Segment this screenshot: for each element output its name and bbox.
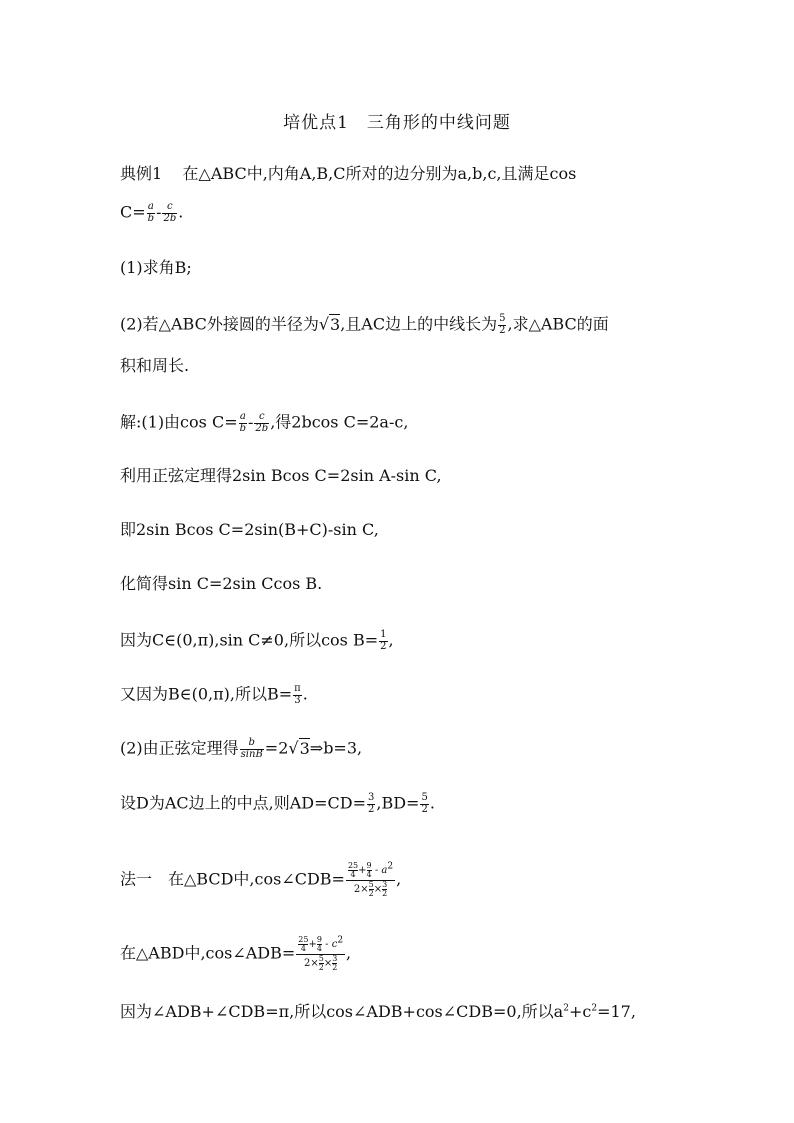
page-title: 培优点1 三角形的中线问题 bbox=[283, 113, 511, 133]
solution-line-8: 设D为AC边上的中点,则AD=CD= $\frac{3}{2}$ ,BD= $\frac{5}{2}$ . bbox=[120, 792, 435, 815]
fraction: $\frac{a}{b}$ bbox=[239, 411, 247, 434]
fraction: $\frac{3}{2}$ bbox=[367, 792, 375, 815]
compound-fraction: $\frac{25}{4}$ + $\frac{9}{4}$ - $a^2$ 2× $\frac{5}{2}$ × $\frac{3}{2}$ bbox=[347, 861, 394, 898]
solution-line-1: 解:(1)由cos C= $\frac{a}{b}$ - $\frac{c}{2b}$ ,得2bcos C=2a-c, bbox=[120, 411, 409, 434]
example-label: 典例1 bbox=[120, 164, 163, 183]
solution-line-10: 在△ABD中,cos∠ADB= $\frac{25}{4}$ + $\frac{9}{4}$ - $c^2$ 2× $\frac{5}{2}$ × $\frac{3}{2}$ , bbox=[120, 935, 352, 972]
solution-line-11: 因为∠ADB+∠CDB=π,所以cos∠ADB+cos∠CDB=0,所以$a^2+c^2=17$, bbox=[120, 1002, 636, 1021]
fraction: $\frac{\pi}{3}$ bbox=[294, 683, 301, 706]
example-line-1: 典例1 在△ABC中,内角A,B,C所对的边分别为a,b,c,且满足cos bbox=[120, 164, 577, 183]
question-1: (1)求角B; bbox=[120, 258, 192, 277]
question-2-line-1: (2)若△ABC外接圆的半径为√3,且AC边上的中线长为 $\frac{5}{2}$ ,求△ABC的面 bbox=[120, 313, 609, 336]
fraction: $\frac{5}{2}$ bbox=[499, 313, 506, 336]
solution-line-7: (2)由正弦定理得 $\frac{b}{\sin B}$ =2√3⇒b=3, bbox=[120, 737, 363, 760]
solution-line-2: 利用正弦定理得2sin Bcos C=2sin A-sin C, bbox=[120, 466, 442, 485]
solution-line-5: 因为C∈(0,π),sin C≠0,所以cos B= $\frac{1}{2}$ , bbox=[120, 629, 394, 652]
fraction: $\frac{1}{2}$ bbox=[380, 629, 387, 652]
solution-line-9: 法一 在△BCD中,cos∠CDB= $\frac{25}{4}$ + $\frac{9}{4}$ - $a^2$ 2× $\frac{5}{2}$ × $\frac{3}{2}$ , bbox=[120, 861, 402, 898]
solution-line-6: 又因为B∈(0,π),所以B= $\frac{\pi}{3}$ . bbox=[120, 683, 308, 706]
solution-line-3: 即2sin Bcos C=2sin(B+C)-sin C, bbox=[120, 520, 379, 539]
fraction: $\frac{5}{2}$ bbox=[421, 792, 428, 815]
example-line-2: C= $\frac{a}{b}$ - $\frac{c}{2b}$ . bbox=[120, 201, 184, 224]
fraction: $\frac{a}{b}$ bbox=[147, 201, 155, 224]
fraction: $\frac{c}{2b}$ bbox=[255, 411, 269, 434]
question-2-line-2: 积和周长. bbox=[120, 356, 190, 375]
solution-line-4: 化简得sin C=2sin Ccos B. bbox=[120, 574, 323, 593]
compound-fraction: $\frac{25}{4}$ + $\frac{9}{4}$ - $c^2$ 2× $\frac{5}{2}$ × $\frac{3}{2}$ bbox=[298, 935, 344, 972]
fraction: $\frac{b}{\sin B}$ bbox=[240, 737, 263, 760]
fraction: $\frac{c}{2b}$ bbox=[163, 201, 177, 224]
